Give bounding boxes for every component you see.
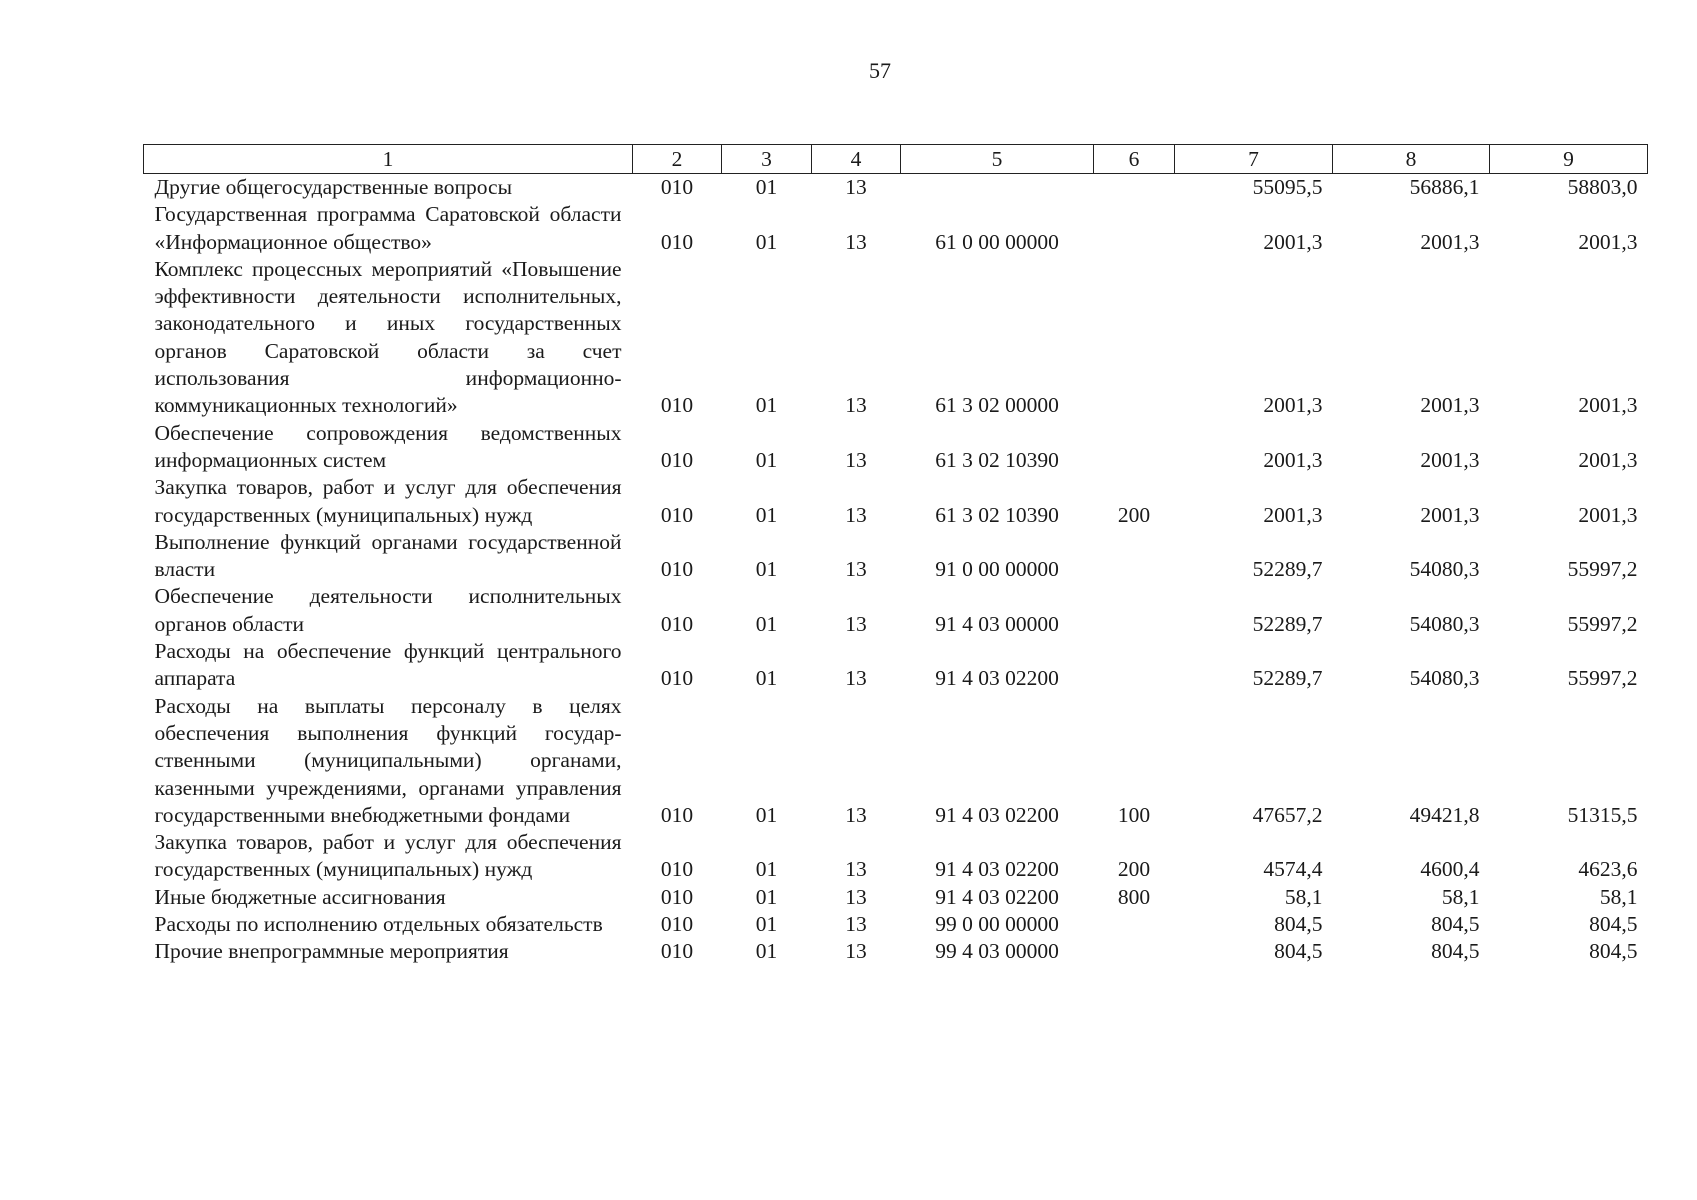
cell-amount-year-3: 55997,2 [1567,666,1638,691]
cell-section-code: 01 [755,611,778,636]
cell-target-article: 91 4 03 00000 [935,611,1059,636]
cell-amount-year-2: 804,5 [1431,939,1480,964]
table-row [144,884,1648,911]
row-name: Закупка товаров, работ и услуг для обеспечения государственных (муниципальных) нужд [154,830,622,882]
table-row [144,420,1648,475]
cell-expense-type [1094,938,1175,965]
cell-amount-year-1: 52289,7 [1252,557,1323,582]
cell-section-code: 01 [755,666,778,691]
table-row [144,829,1648,884]
cell-section-code: 01 [755,557,778,582]
cell-amount-year-2: 54080,3 [1409,666,1480,691]
cell-expense-type [1094,583,1175,638]
cell-target-article: 61 3 02 00000 [935,393,1059,418]
table-row [144,693,1648,829]
cell-section-code: 01 [755,912,778,937]
cell-amount-year-3: 2001,3 [1578,229,1638,254]
row-name: Обеспечение деятельности исполнительных органов области [154,584,622,636]
cell-subsection-code: 13 [845,912,867,937]
cell-subsection-code: 13 [845,939,867,964]
cell-amount-year-1: 58,1 [1284,884,1323,909]
cell-amount-year-2: 2001,3 [1420,502,1480,527]
cell-section-code: 01 [755,502,778,527]
cell-expense-type [1094,201,1175,256]
column-header: 7 [1175,145,1333,174]
cell-amount-year-2: 56886,1 [1409,175,1480,199]
cell-ministry-code: 010 [660,802,694,827]
cell-amount-year-1: 804,5 [1274,912,1323,937]
cell-amount-year-2: 58,1 [1441,884,1480,909]
row-name: Другие общегосударственные вопросы [154,175,513,199]
cell-amount-year-3: 2001,3 [1578,502,1638,527]
table-row [144,174,1648,202]
row-name: Прочие внепрограммные мероприятия [154,939,509,964]
cell-ministry-code: 010 [660,175,694,199]
table-row [144,529,1648,584]
cell-amount-year-2: 49421,8 [1409,802,1480,827]
cell-amount-year-1: 47657,2 [1252,802,1323,827]
column-header: 5 [901,145,1094,174]
table-row [144,256,1648,420]
cell-ministry-code: 010 [660,939,694,964]
cell-amount-year-1: 2001,3 [1263,447,1323,472]
table-row [144,911,1648,938]
cell-amount-year-3: 2001,3 [1578,393,1638,418]
cell-expense-type [1094,256,1175,420]
cell-amount-year-3: 804,5 [1589,912,1638,937]
cell-amount-year-3: 51315,5 [1567,802,1638,827]
cell-target-article: 91 4 03 02200 [935,884,1059,909]
cell-ministry-code: 010 [660,502,694,527]
cell-section-code: 01 [755,175,778,199]
cell-ministry-code: 010 [660,857,694,882]
table-row [144,938,1648,965]
cell-ministry-code: 010 [660,611,694,636]
column-header: 9 [1490,145,1648,174]
header-row [144,145,1648,174]
cell-target-article: 99 4 03 00000 [935,939,1059,964]
cell-subsection-code: 13 [845,393,867,418]
cell-amount-year-1: 804,5 [1274,939,1323,964]
cell-ministry-code: 010 [660,884,694,909]
cell-target-article: 91 4 03 02200 [935,857,1059,882]
cell-section-code: 01 [755,939,778,964]
cell-target-article: 61 3 02 10390 [935,502,1059,527]
cell-subsection-code: 13 [845,175,867,199]
row-name: Расходы на обеспечение функций центрального аппарата [154,639,622,691]
cell-amount-year-1: 2001,3 [1263,393,1323,418]
cell-expense-type [1094,529,1175,584]
cell-subsection-code: 13 [845,666,867,691]
cell-target-article: 61 0 00 00000 [935,229,1059,254]
table-row [144,583,1648,638]
cell-section-code: 01 [755,857,778,882]
row-name: Закупка товаров, работ и услуг для обеспечения государственных (муниципальных) нужд [154,475,622,527]
cell-ministry-code: 010 [660,666,694,691]
cell-section-code: 01 [755,447,778,472]
column-header: 4 [812,145,901,174]
column-header: 1 [144,145,633,174]
cell-amount-year-3: 55997,2 [1567,611,1638,636]
table-header [144,145,1648,174]
cell-expense-type: 100 [1117,802,1151,827]
table-row [144,638,1648,693]
cell-target-article: 61 3 02 10390 [935,447,1059,472]
cell-expense-type: 200 [1117,857,1151,882]
cell-amount-year-1: 2001,3 [1263,229,1323,254]
cell-section-code: 01 [755,393,778,418]
cell-ministry-code: 010 [660,912,694,937]
cell-amount-year-1: 52289,7 [1252,611,1323,636]
cell-target-article [901,174,1094,202]
cell-amount-year-3: 55997,2 [1567,557,1638,582]
row-name: Комплекс процессных мероприятий «Повышение эффективности деятельности исполнительных, законодательного и иных государственных органов Саратовской области за счет использования информационно-коммуникационных технологий» [154,256,622,418]
cell-amount-year-3: 804,5 [1589,939,1638,964]
cell-subsection-code: 13 [845,802,867,827]
cell-target-article: 91 4 03 02200 [935,802,1059,827]
cell-section-code: 01 [755,884,778,909]
cell-expense-type [1094,638,1175,693]
cell-amount-year-2: 4600,4 [1420,857,1480,882]
cell-expense-type [1094,174,1175,202]
cell-amount-year-1: 55095,5 [1252,175,1323,199]
page-number: 57 [869,58,891,83]
cell-ministry-code: 010 [660,557,694,582]
cell-section-code: 01 [755,229,778,254]
column-header: 3 [722,145,812,174]
cell-amount-year-1: 2001,3 [1263,502,1323,527]
cell-ministry-code: 010 [660,229,694,254]
row-name: Расходы на выплаты персоналу в целях обеспечения выполнения функций государственными (муниципальными) органами, казенными учреждениями, органами управления государственными внебюджетными фондами [154,693,622,827]
cell-ministry-code: 010 [660,447,694,472]
cell-amount-year-3: 2001,3 [1578,447,1638,472]
cell-subsection-code: 13 [845,611,867,636]
table-row [144,201,1648,256]
cell-amount-year-2: 2001,3 [1420,229,1480,254]
row-name: Обеспечение сопровождения ведомственных информационных систем [154,420,622,472]
budget-table [143,144,1648,966]
cell-target-article: 91 4 03 02200 [935,666,1059,691]
cell-amount-year-3: 58,1 [1599,884,1638,909]
row-name: Расходы по исполнению отдельных обязательств [154,912,603,937]
cell-amount-year-3: 58803,0 [1567,175,1638,199]
cell-target-article: 99 0 00 00000 [935,912,1059,937]
cell-expense-type: 200 [1117,502,1151,527]
column-header: 2 [633,145,722,174]
cell-amount-year-2: 804,5 [1431,912,1480,937]
cell-section-code: 01 [755,802,778,827]
cell-amount-year-2: 54080,3 [1409,557,1480,582]
cell-expense-type [1094,911,1175,938]
cell-ministry-code: 010 [660,393,694,418]
cell-subsection-code: 13 [845,447,867,472]
column-header: 6 [1094,145,1175,174]
cell-amount-year-1: 52289,7 [1252,666,1323,691]
cell-subsection-code: 13 [845,857,867,882]
cell-amount-year-2: 2001,3 [1420,447,1480,472]
cell-amount-year-3: 4623,6 [1578,857,1638,882]
column-header: 8 [1333,145,1490,174]
table-body [144,174,1648,966]
cell-expense-type: 800 [1117,884,1151,909]
cell-expense-type [1094,420,1175,475]
cell-amount-year-1: 4574,4 [1263,857,1323,882]
table-row [144,474,1648,529]
row-name: Государственная программа Саратовской области «Информационное общество» [154,202,622,254]
cell-amount-year-2: 2001,3 [1420,393,1480,418]
cell-subsection-code: 13 [845,557,867,582]
row-name: Выполнение функций органами государственной власти [154,529,622,582]
cell-amount-year-2: 54080,3 [1409,611,1480,636]
row-name: Иные бюджетные ассигнования [154,884,446,909]
cell-subsection-code: 13 [845,229,867,254]
cell-subsection-code: 13 [845,884,867,909]
cell-subsection-code: 13 [845,502,867,527]
cell-target-article: 91 0 00 00000 [935,557,1059,582]
